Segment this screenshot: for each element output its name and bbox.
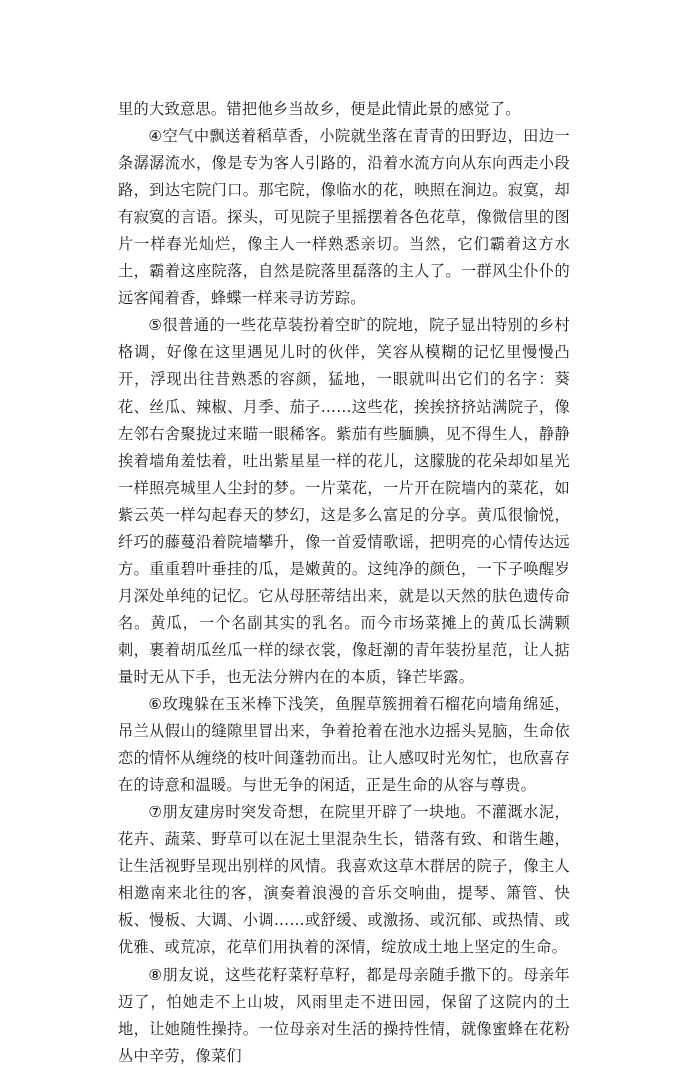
paragraph-8: ⑧朋友说，这些花籽菜籽草籽，都是母亲随手撒下的。母亲年迈了，怕她走不上山坡，风雨里走不进田园，保留了这院内的土地，让她随性操持。一位母亲对生活的操持性情，就像蜜蜂在花粉丛中辛劳，像菜们 xyxy=(118,965,570,1065)
paragraph-4: ④空气中飘送着稻草香，小院就坐落在青青的田野边，田边一条潺潺流水，像是专为客人引路的，沿着水流方向从东向西走小段路，到达宅院门口。那宅院，像临水的花，映照在涧边。寂寞，却有寂寞的言语。探头，可见院子里摇摆着各色花草，像微信里的图片一样春光灿烂，像主人一样熟悉亲切。当然，它们霸着这方水土，霸着这座院落，自然是院落里磊落的主人了。一群风尘仆仆的远客闻着香，蜂蝶一样来寻访芳踪。 xyxy=(118,127,570,308)
article-body xyxy=(118,96,570,1070)
paragraph-continuation: 里的大致意思。错把他乡当故乡，便是此情此景的感觉了。 xyxy=(118,100,521,118)
paragraph-5: ⑤很普通的一些花草装扮着空旷的院地，院子显出特别的乡村格调，好像在这里遇见儿时的伙伴，笑容从模糊的记忆里慢慢凸开，浮现出往昔熟悉的容颜，猛地，一眼就叫出它们的名字：葵花、丝瓜、辣椒、月季、茄子……这些花，挨挨挤挤站满院子，像左邻右舍聚拢过来瞄一眼稀客。紫茄有些腼腆，见不得生人，静静挨着墙角羞怯着，吐出紫星星一样的花儿，这朦胧的花朵却如星光一样照亮城里人尘封的梦。一片菜花，一片开在院墙内的菜花，如紫云英一样勾起春天的梦幻，这是多么富足的分享。黄瓜很愉悦，纤巧的藤蔓沿着院墙攀升，像一首爱情歌谣，把明亮的心情传达远方。重重碧叶垂挂的瓜，是嫩黄的。这纯净的颜色，一下子唤醒岁月深处单纯的记忆。它从母胚蒂结出来，就是以天然的肤色遗传命名。黄瓜，一个名副其实的乳名。而今市场菜摊上的黄瓜长满颗刺，裹着胡瓜丝瓜一样的绿衣裳，像赶潮的青年装扮星范，让人掂量时无从下手，也无法分辨内在的本质，锋芒毕露。 xyxy=(118,316,570,686)
paragraph-7: ⑦朋友建房时突发奇想，在院里开辟了一块地。不灌溉水泥，花卉、蔬菜、野草可以在泥土里混杂生长，错落有致、和谐生趣，让生活视野呈现出别样的风情。我喜欢这草木群居的院子，像主人相邀南来北往的客，演奏着浪漫的音乐交响曲，提琴、箫管、快板、慢板、大调、小调……或舒缓、或激扬、或沉郁、或热情、或优雅、或荒凉，花草们用执着的深情，绽放成土地上坚定的生命。 xyxy=(118,803,570,957)
paragraph-6: ⑥玫瑰躲在玉米棒下浅笑，鱼腥草簇拥着石榴花向墙角绵延，吊兰从假山的缝隙里冒出来，争着抢着在池水边摇头晃脑，生命依恋的情怀从缠绕的枝叶间蓬勃而出。让人感叹时光匆忙，也欣喜存在的诗意和温暖。与世无争的闲适，正是生命的从容与尊贵。 xyxy=(118,695,570,795)
